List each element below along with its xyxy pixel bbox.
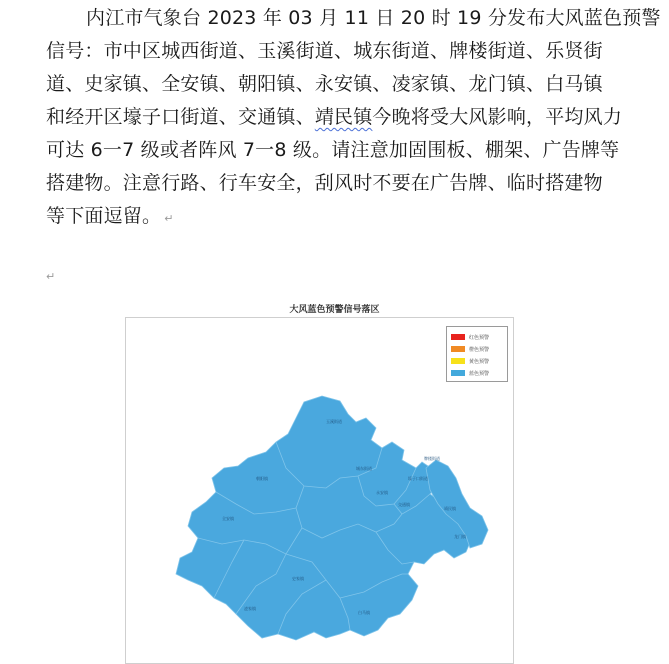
legend-item-orange bbox=[451, 345, 489, 353]
district-label: 史家镇 bbox=[292, 576, 304, 581]
legend-swatch-orange bbox=[451, 346, 465, 352]
map-legend bbox=[446, 326, 508, 382]
paragraph-line-5: 可达 6一7 级或者阵风 7一8 级。请注意加固围板、棚架、广告牌等 bbox=[46, 139, 620, 161]
legend-swatch-blue bbox=[451, 370, 465, 376]
legend-label-red: 红色预警 bbox=[469, 334, 490, 341]
district-label: 全安镇 bbox=[222, 516, 234, 521]
paragraph-line-6: 搭建物。注意行路、行车安全，刮风时不要在广告牌、临时搭建物 bbox=[46, 172, 603, 194]
district-label: 城东街道 bbox=[356, 466, 372, 471]
legend-label-yellow: 黄色预警 bbox=[469, 358, 490, 365]
legend-swatch-yellow bbox=[451, 358, 465, 364]
warning-area-region bbox=[176, 396, 472, 640]
district-label: 牌楼街道 bbox=[424, 456, 440, 461]
paragraph-line-4-end: 今晚将受大风影响，平均风力 bbox=[372, 106, 623, 128]
empty-paragraph-mark-icon: ↵ bbox=[46, 270, 56, 283]
warning-paragraph bbox=[46, 2, 661, 233]
district-label: 壕子口街道 bbox=[408, 476, 428, 481]
district-label: 白马镇 bbox=[358, 610, 370, 615]
paragraph-line-7-text: 等下面逗留。 bbox=[46, 205, 162, 227]
legend-item-red bbox=[451, 333, 489, 341]
district-label: 交通镇 bbox=[398, 502, 410, 507]
figure-title: 大风蓝色预警信号落区 bbox=[289, 305, 380, 315]
legend-swatch-red bbox=[451, 334, 465, 340]
paragraph-line-1: 内江市气象台 2023 年 03 月 11 日 20 时 19 分发布大风蓝色预警 bbox=[86, 7, 661, 29]
legend-item-yellow bbox=[451, 357, 489, 365]
district-label: 玉溪街道 bbox=[326, 419, 342, 424]
warning-map-figure[interactable] bbox=[125, 317, 514, 664]
legend-label-blue: 蓝色预警 bbox=[469, 370, 490, 377]
district-label: 凌家镇 bbox=[244, 606, 256, 611]
district-label: 朝阳镇 bbox=[256, 476, 268, 481]
paragraph-line-4 bbox=[46, 101, 626, 134]
paragraph-line-4-start: 和经开区壕子口街道、交通镇、 bbox=[46, 106, 315, 128]
legend-label-orange: 橙色预警 bbox=[469, 346, 490, 353]
paragraph-line-2: 信号：市中区城西街道、玉溪街道、城东街道、牌楼街道、乐贤街 bbox=[46, 40, 603, 62]
spellcheck-underlined-word[interactable]: 靖民镇 bbox=[314, 106, 373, 128]
district-label: 靖民镇 bbox=[444, 506, 456, 511]
paragraph-line-3: 道、史家镇、全安镇、朝阳镇、永安镇、凌家镇、龙门镇、白马镇 bbox=[46, 73, 603, 95]
paragraph-line-7 bbox=[46, 200, 626, 233]
district-label: 龙门镇 bbox=[454, 534, 466, 539]
paragraph-mark-icon: ↵ bbox=[164, 212, 174, 225]
legend-item-blue bbox=[451, 369, 489, 377]
district-label: 永安镇 bbox=[376, 490, 388, 495]
